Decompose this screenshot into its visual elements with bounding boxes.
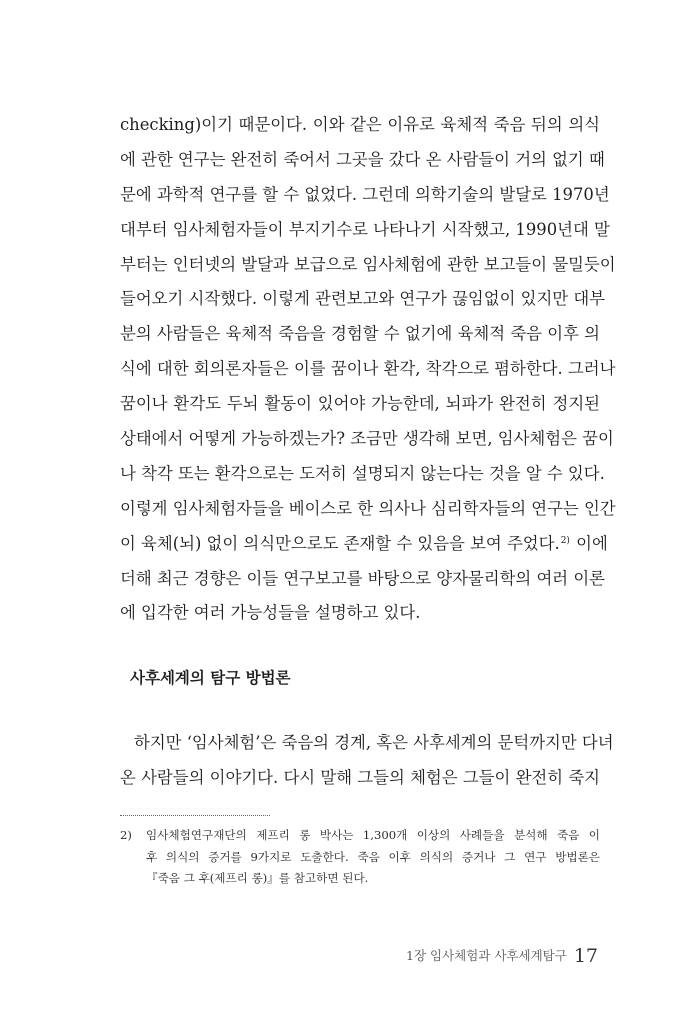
- text-line: checking)이기 때문이다. 이와 같은 이유로 육체적 죽음 뒤의 의식: [120, 115, 600, 134]
- text-line: 식에 대한 회의론자들은 이를 꿈이나 환각, 착각으로 폄하한다. 그러나: [120, 359, 616, 379]
- footnote-divider: [120, 815, 270, 816]
- footnote-line: 후 의식의 증거를 9가지로 도출한다. 죽음 이후 의식의 증거나 그 연구 방법론은: [146, 849, 600, 864]
- footnote-line: 임사체험연구재단의 제프리 롱 박사는 1,300개 이상의 사례들을 분석해 죽음 이: [146, 828, 600, 842]
- text-line: 문에 과학적 연구를 할 수 없었다. 그런데 의학기술의 발달로 1970년: [120, 184, 610, 204]
- text-line: 온 사람들의 이야기다. 다시 말해 그들의 체험은 그들이 완전히 죽지: [120, 767, 600, 787]
- text-line: 부터는 인터넷의 발달과 보급으로 임사체험에 관한 보고들이 물밀듯이: [120, 254, 616, 274]
- text-line: 하지만 ‘임사체험’은 죽음의 경계, 혹은 사후세계의 문턱까지만 다녀: [134, 733, 614, 752]
- text-line: 에 관한 연구는 완전히 죽어서 그곳을 갔다 온 사람들이 거의 없기 때: [120, 149, 605, 169]
- body-paragraph-2: [120, 726, 614, 796]
- running-footer: [406, 944, 598, 968]
- chapter-title: 1장 임사체험과 사후세계탐구: [406, 948, 567, 963]
- text-line: 나 착각 또는 환각으로는 도저히 설명되지 않는다는 것을 알 수 있다.: [120, 463, 605, 483]
- section-heading: 사후세계의 탐구 방법론: [130, 669, 291, 687]
- text-segment: 이에: [570, 533, 608, 553]
- text-line: 더해 최근 경향은 이들 연구보고를 바탕으로 양자물리학의 여러 이론: [120, 568, 606, 588]
- text-line: 꿈이나 환각도 두뇌 활동이 있어야 가능한데, 뇌파가 완전히 정지된: [120, 394, 600, 414]
- text-line: 에 입각한 여러 가능성들을 설명하고 있다.: [120, 603, 421, 623]
- text-line: 이렇게 임사체험자들을 베이스로 한 의사나 심리학자들의 연구는 인간: [120, 498, 616, 518]
- text-line-with-footnote: [120, 527, 608, 562]
- text-line: 들어오기 시작했다. 이렇게 관련보고와 연구가 끊임없이 있지만 대부: [120, 289, 606, 309]
- text-line: 상태에서 어떻게 가능하겠는가? 조금만 생각해 보면, 임사체험은 꿈이: [120, 429, 614, 449]
- footnote-text: [146, 825, 600, 890]
- footnote-number: 2): [120, 828, 132, 842]
- text-segment: 이 육체(뇌) 없이 의식만으로도 존재할 수 있음을 보여 주었다.: [120, 533, 560, 553]
- page-number: 17: [573, 945, 598, 967]
- footnote-reference[interactable]: 2): [560, 535, 570, 546]
- text-line: 분의 사람들은 육체적 죽음을 경험할 수 없기에 육체적 죽음 이후 의: [120, 324, 600, 344]
- text-line: 대부터 임사체험자들이 부지기수로 나타나기 시작했고, 1990년대 말: [120, 219, 610, 239]
- body-paragraph-1: [120, 108, 616, 631]
- footnote-line: 『죽음 그 후(제프리 롱)』를 참고하면 된다.: [146, 871, 369, 885]
